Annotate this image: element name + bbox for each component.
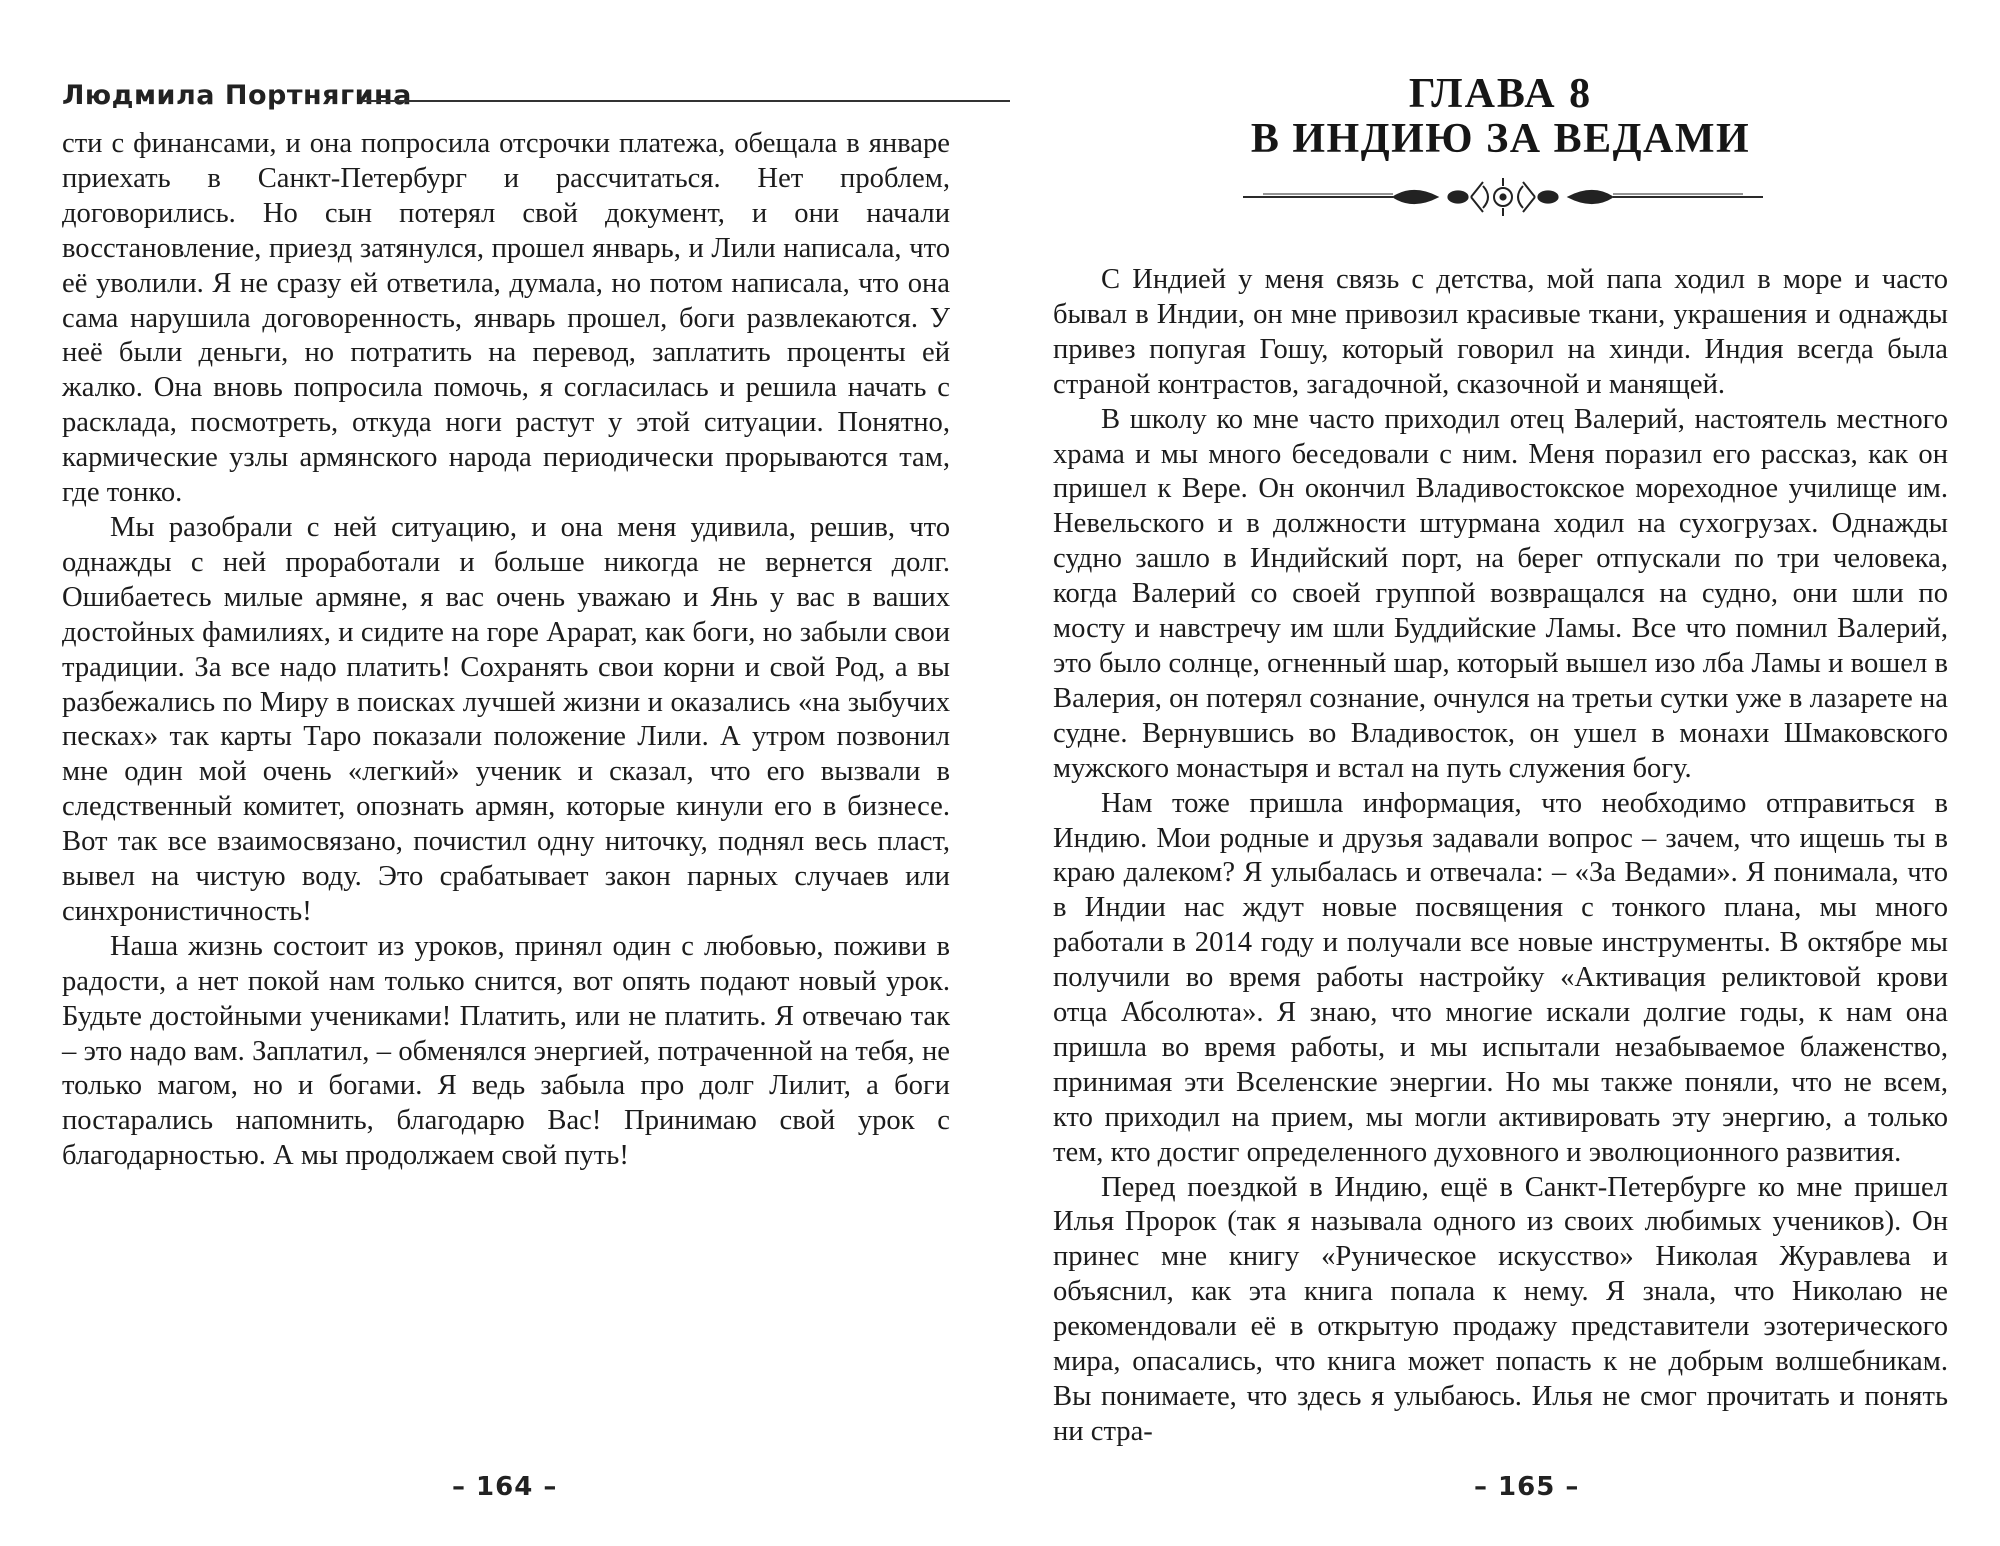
paragraph: сти с финансами, и она попросила отсрочки платежа, обещала в январе приехать в Санкт-Петербург и рассчитаться. Нет проблем, договорились. Но сын потерял свой документ, и они начали восстановление, приезд затянулся, прошел январь, и Лили написала, что её уволили. Я не сразу ей ответила, думала, но потом написала, что она сама нарушила договоренность, январь прошел, боги развлекаются. У неё были деньги, но потратить на перевод, заплатить проценты ей жалко. Она вновь попросила помочь, я согласилась и решила начать с расклада, посмотреть, откуда ноги растут у этой ситуации. Понятно, кармические узлы армянского народа периодически прорываются там, где тонко. <box>62 128 950 509</box>
paragraph: Наша жизнь состоит из уроков, принял один с любовью, поживи в радости, а нет покой нам только снится, вот опять подают новый урок. Будьте достойными учениками! Платить, или не платить. Я отвечаю так – это надо вам. Заплатил, – обменялся энергией, потраченной на тебя, не только магом, но и богами. Я ведь забыла про долг Лилит, а боги постарались напомнить, благодарю Вас! Принимаю свой урок с благодарностью. А мы продолжаем свой путь! <box>62 930 950 1172</box>
paragraph: С Индией у меня связь с детства, мой папа ходил в море и часто бывал в Индии, он мне привозил красивые ткани, украшения и однажды привез попугая Гошу, который говорил на хинди. Индия всегда была страной контрастов, загадочной, сказочной и манящей. <box>1053 264 1948 400</box>
decorative-divider-icon <box>1243 172 1763 222</box>
right-page-body <box>1053 263 1948 1450</box>
paragraph: В школу ко мне часто приходил отец Валерий, настоятель местного храма и мы много беседовали с ним. Меня поразил его рассказ, как он пришел к Вере. Он окончил Владивостокское мореходное училище им. Невельского и в должности штурмана ходил на сухогрузах. Однажды судно зашло в Индийский порт, на берег отпускали по три человека, когда Валерий со своей группой возвращался на судно, они шли по мосту и навстречу им шли Буддийские Ламы. Все что помнил Валерий, это было солнце, огненный шар, который вышел изо лба Ламы и вошел в Валерия, он потерял сознание, очнулся на третьи сутки уже в лазарете на судне. Вернувшись во Владивосток, он ушел в монахи Шмаковского мужского монастыря и встал на путь служения богу. <box>1053 403 1948 784</box>
paragraph: Мы разобрали с ней ситуацию, и она меня удивила, решив, что однажды с ней проработали и больше никогда не вернется долг. Ошибаетесь милые армяне, я вас очень уважаю и Янь у вас в ваших достойных фамилиях, и сидите на горе Арарат, как боги, но забыли свои традиции. За все надо платить! Сохранять свои корни и свой Род, а вы разбежались по Миру в поисках лучшей жизни и оказались «на зыбучих песках» так карты Таро показали положение Лили. А утром позвонил мне один мой очень «легкий» ученик и сказал, что его вызвали в следственный комитет, опознать армян, которые кинули его в бизнесе. Вот так все взаимосвязано, почистил одну ниточку, поднял весь пласт, вывел на чистую воду. Это срабатывает закон парных случаев или синхронистичность! <box>62 511 950 927</box>
chapter-title: В ИНДИЮ ЗА ВЕДАМИ <box>1250 116 1751 162</box>
paragraph: Перед поездкой в Индию, ещё в Санкт-Петербурге ко мне пришел Илья Пророк (так я называла одного из своих любимых учеников). Он принес мне книгу «Руническое искусство» Николая Журавлева и объяснил, как эта книга попала к нему. Я знала, что Николаю не рекомендовали её в открытую продажу представители эзотерического мира, опасались, что книга может попасть к не добрым волшебникам. Вы понимаете, что здесь я улыбаюсь. Илья не смог прочитать и понять ни стра- <box>1053 1171 1948 1447</box>
header-rule <box>362 100 1010 102</box>
page-number-left: – 164 – <box>452 1472 558 1502</box>
paragraph: Нам тоже пришла информация, что необходимо отправиться в Индию. Мои родные и друзья задавали вопрос – зачем, что ищешь ты в краю далеком? Я улыбалась и отвечала: – «За Ведами». Я понимала, что в Индии нас ждут новые посвящения с тонкого плана, мы много работали в 2014 году и получали все новые инструменты. В октябре мы получили во время работы настройку «Активация реликтовой крови отца Абсолюта». Я знаю, что многие искали долгие годы, к нам она пришла во время работы, и мы испытали незабываемое блаженство, принимая эти Вселенские энергии. Но мы также поняли, что не всем, кто приходил на прием, мы могли активировать эту энергию, а только тем, кто достиг определенного духовного и эволюционного развития. <box>1053 787 1948 1168</box>
author-name: Людмила Портнягина <box>62 80 412 111</box>
running-head <box>62 80 942 120</box>
left-page-body <box>62 127 950 1174</box>
chapter-number: ГЛАВА 8 <box>1408 71 1593 117</box>
page-number-right: – 165 – <box>1474 1472 1580 1502</box>
